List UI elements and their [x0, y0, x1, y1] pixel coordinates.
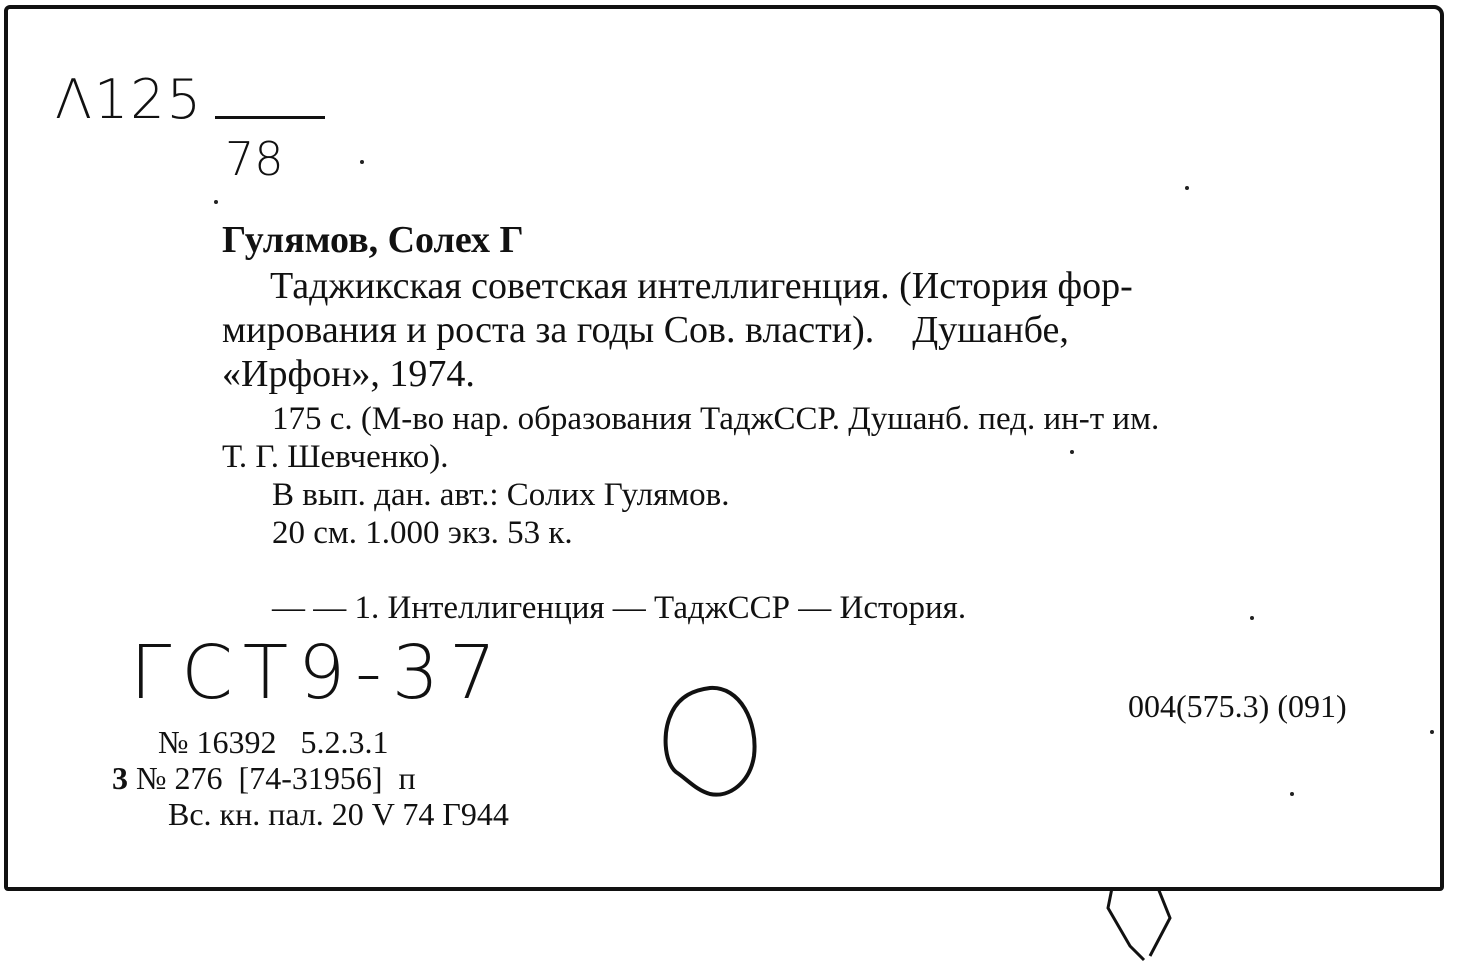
udc-index: 004(575.3) (091) [1128, 688, 1347, 724]
pub-line-order-prefix: 3 [112, 760, 128, 796]
author-note: В вып. дан. авт.: Солих Гулямов. [272, 477, 730, 513]
card-tab-notch [1100, 884, 1190, 964]
bibliographic-entry [222, 216, 1382, 552]
author-heading: Гулямов, Солех Г [222, 219, 524, 261]
pub-line-chamber: Вс. кн. пал. 20 V 74 Г944 [168, 796, 509, 832]
title-line: Таджикская советская интеллигенция. (История фор- [270, 265, 1133, 307]
description-block [222, 400, 1382, 552]
physical-description: 20 см. 1.000 экз. 53 к. [272, 515, 573, 551]
speck [1250, 616, 1254, 620]
shelf-mark-divider [215, 116, 325, 119]
speck [360, 160, 364, 164]
speck [1290, 792, 1294, 796]
speck [214, 200, 218, 204]
shelf-mark-top: Λ125 [55, 68, 204, 131]
speck [1070, 450, 1074, 454]
publication-data [112, 724, 509, 832]
title-line: «Ирфон», 1974. [222, 353, 475, 395]
inventory-text: ГСТ9-37 [130, 632, 507, 716]
pub-line-order [112, 760, 509, 796]
shelf-mark-bottom: 78 [225, 132, 284, 186]
handwritten-inventory-number [130, 632, 580, 722]
pagination-line: 175 с. (М-во нар. образования ТаджССР. Душанб. пед. ин-т им. [272, 401, 1160, 437]
title-line: мирования и роста за годы Сов. власти). Душанбе, [222, 309, 1069, 351]
speck [1430, 730, 1434, 734]
pub-line-order-rest: № 276 [74-31956] п [128, 760, 416, 796]
title-block [222, 264, 1382, 396]
pub-line-number: № 16392 5.2.3.1 [158, 724, 389, 760]
punch-hole-mark [660, 682, 760, 802]
pagination-line-cont: Т. Г. Шевченко). [222, 439, 449, 475]
shelf-mark [55, 62, 335, 186]
speck [1185, 186, 1189, 190]
subject-heading: — — 1. Интеллигенция — ТаджССР — История. [272, 590, 967, 626]
